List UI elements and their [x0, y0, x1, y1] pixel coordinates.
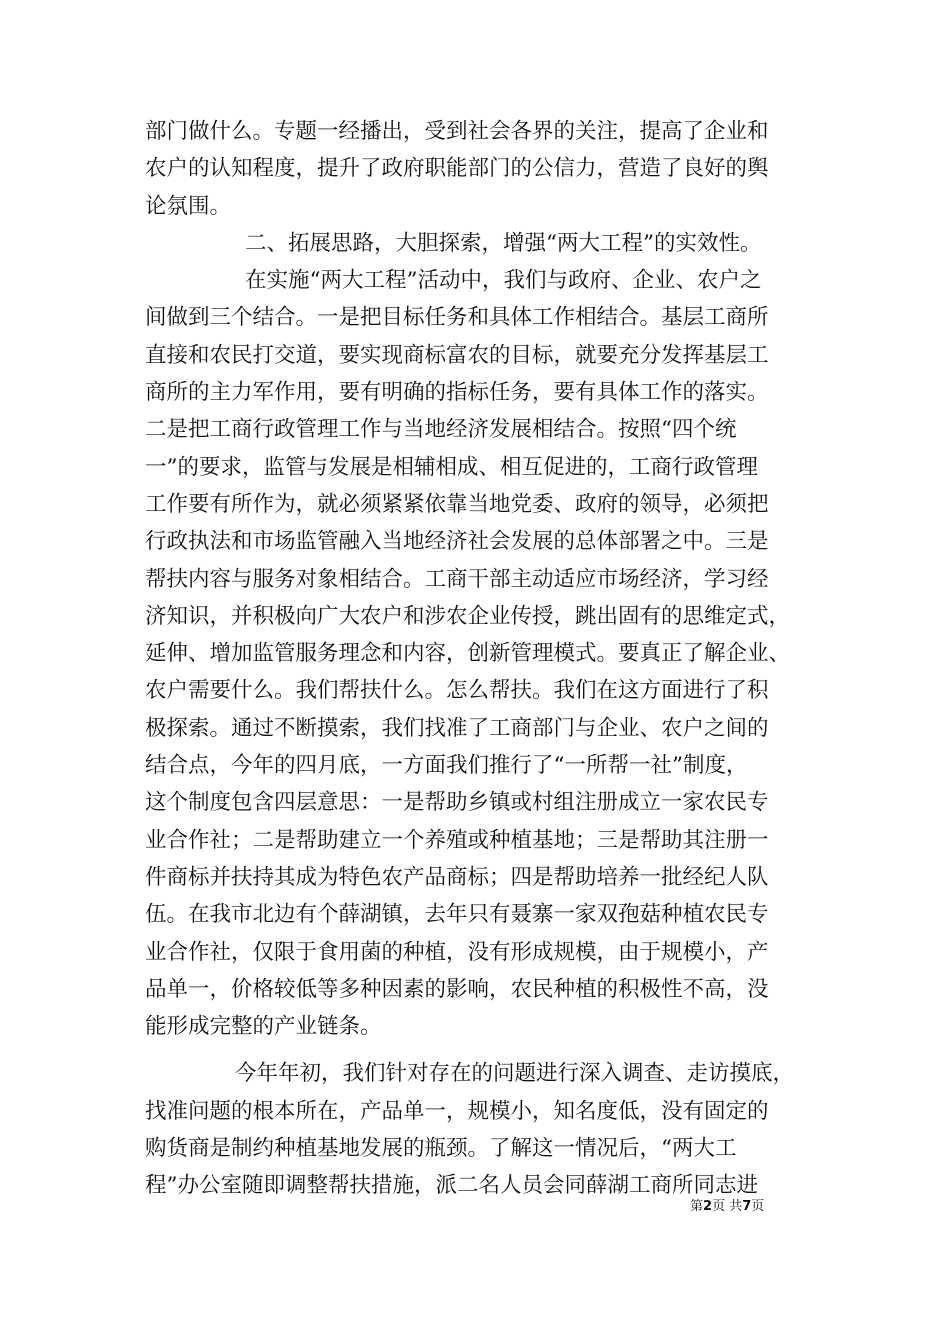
footer-middle: 页 共	[712, 1199, 743, 1214]
text-line: 间做到三个结合。一是把目标任务和具体工作相结合。基层工商所	[145, 305, 769, 331]
current-page-number: 2	[703, 1199, 713, 1214]
text-line: 这个制度包含四层意思：一是帮助乡镇或村组注册成立一家农民专	[145, 790, 769, 816]
text-line: 农户的认知程度，提升了政府职能部门的公信力，营造了良好的舆	[145, 156, 769, 182]
text-line: 业合作社；二是帮助建立一个养殖或种植基地；三是帮助其注册一	[145, 827, 769, 853]
text-line: 论氛围。	[145, 193, 232, 219]
body-text	[145, 113, 810, 1205]
text-line: 帮扶内容与服务对象相结合。工商干部主动适应市场经济，学习经	[145, 566, 769, 592]
page-footer	[690, 1198, 764, 1216]
text-line: 件商标并扶持其成为特色农产品商标；四是帮助培养一批经纪人队	[145, 864, 769, 890]
text-line: 在实施“两大工程”活动中，我们与政府、企业、农户之	[245, 268, 762, 294]
text-line: 部门做什么。专题一经播出，受到社会各界的关注，提高了企业和	[145, 119, 769, 144]
text-line: 能形成完整的产业链条。	[145, 1014, 382, 1040]
text-line: 一”的要求，监管与发展是相辅相成、相互促进的，工商行政管理	[145, 454, 758, 480]
text-line: 找准问题的根本所在，产品单一，规模小，知名度低，没有固定的	[145, 1098, 769, 1124]
text-line: 极探索。通过不断摸索，我们找准了工商部门与企业、农户之间的	[145, 715, 769, 741]
text-line: 结合点，今年的四月底，一方面我们推行了“一所帮一社”制度，	[145, 753, 748, 779]
text-line: 商所的主力军作用，要有明确的指标任务，要有具体工作的落实。	[145, 380, 769, 406]
text-line: 今年年初，我们针对存在的问题进行深入调查、走访摸底，	[235, 1061, 795, 1087]
text-line: 品单一，价格较低等多种因素的影响，农民种植的积极性不高，没	[145, 976, 769, 1002]
text-line: 工作要有所作为，就必须紧紧依靠当地党委、政府的领导，必须把	[145, 491, 769, 517]
text-line: 程”办公室随即调整帮扶措施，派二名人员会同薛湖工商所同志进	[145, 1173, 758, 1199]
text-line: 二是把工商行政管理工作与当地经济发展相结合。按照“四个统	[145, 417, 737, 443]
section-heading: 二、拓展思路，大胆探索，增强“两大工程”的实效性。	[245, 230, 762, 256]
text-line: 购货商是制约种植基地发展的瓶颈。了解这一情况后，“两大工	[145, 1136, 737, 1162]
text-line: 伍。在我市北边有个薛湖镇，去年只有聂寨一家双孢菇种植农民专	[145, 902, 769, 928]
total-page-number: 7	[742, 1199, 752, 1214]
footer-prefix: 第	[690, 1199, 704, 1214]
text-line: 农户需要什么。我们帮扶什么。怎么帮扶。我们在这方面进行了积	[145, 678, 769, 704]
text-line: 延伸、增加监管服务理念和内容，创新管理模式。要真正了解企业、	[145, 641, 791, 667]
paragraph-gap	[145, 1045, 810, 1055]
text-line: 行政执法和市场监管融入当地经济社会发展的总体部署之中。三是	[145, 529, 769, 555]
text-line: 业合作社，仅限于食用菌的种植，没有形成规模，由于规模小，产	[145, 939, 769, 965]
text-line: 直接和农民打交道，要实现商标富农的目标，就要充分发挥基层工	[145, 342, 769, 368]
text-line: 济知识，并积极向广大农户和涉农企业传授，跳出固有的思维定式，	[145, 603, 791, 629]
footer-suffix: 页	[751, 1199, 765, 1214]
